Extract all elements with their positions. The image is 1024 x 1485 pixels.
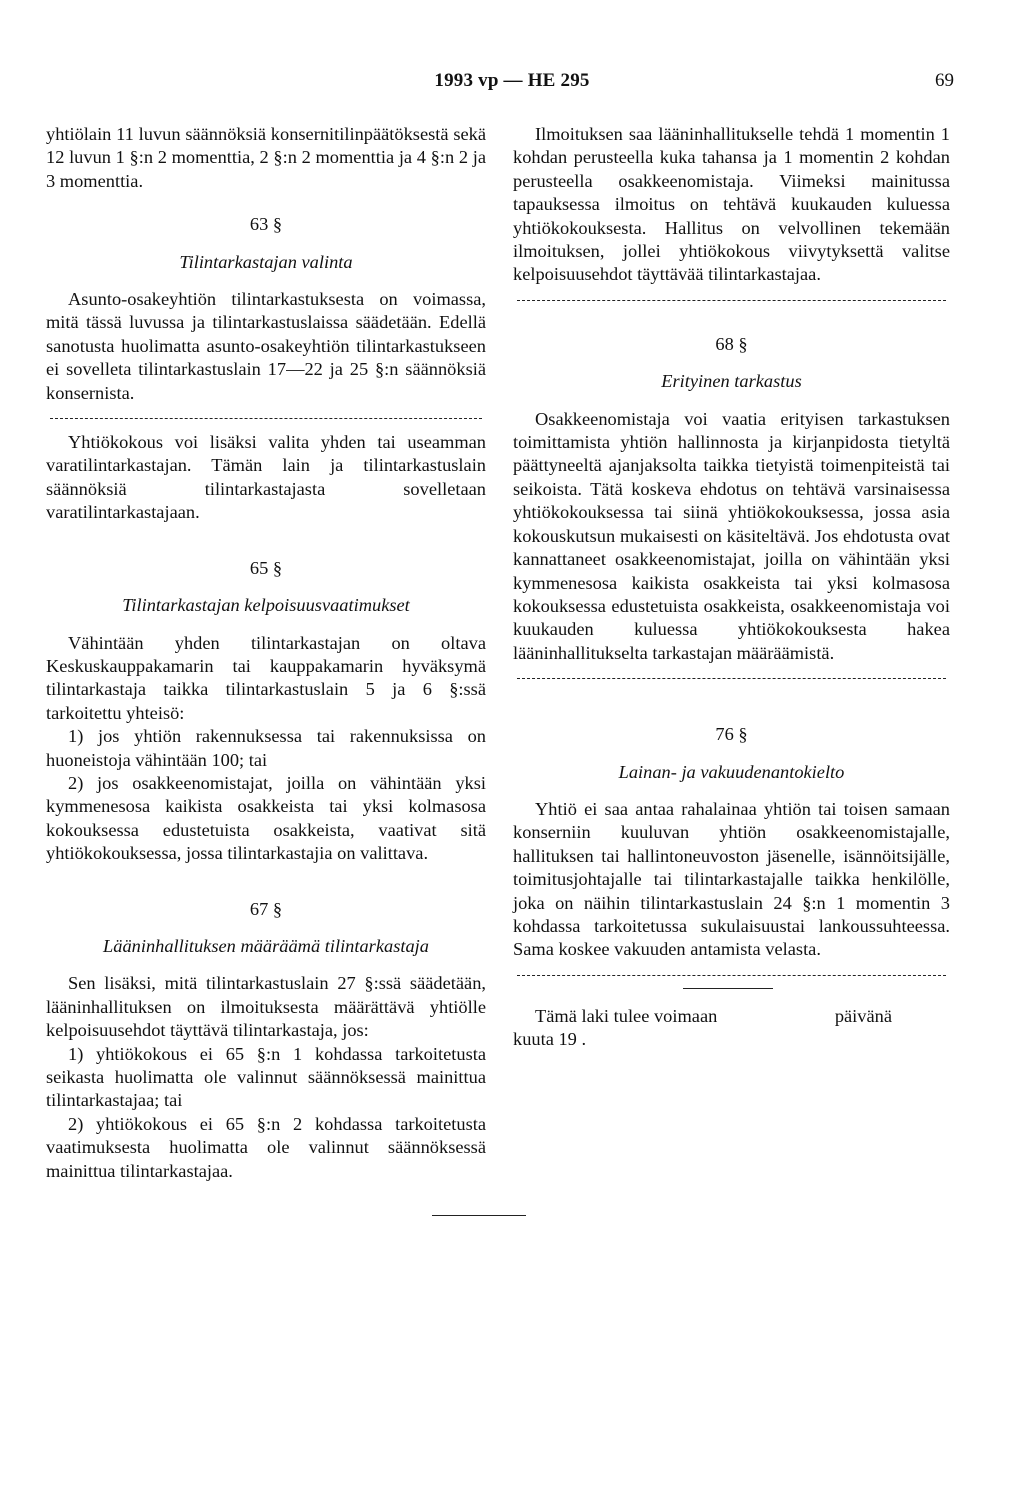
section-67-paragraph-1: Sen lisäksi, mitä tilintarkastuslain 27 §:ssä säädetään, lääninhallituksen on ilmoituksesta määrättävä yhtiölle kelpoisuusehdot täyttävä tilintarkastaja, jos: [46, 973, 486, 1041]
section-63-paragraph-1: Asunto-osakeyhtiön tilintarkastuksesta on voimassa, mitä tässä luvussa ja tilintarkastuslaissa säädetään. Edellä sanotusta huolimatta asunto-osakeyhtiön tilintarkastukseen ei sovelleta tilintarkastuslain 17—22 ja 25 §:n säännöksiä konsernista. [46, 289, 486, 403]
section-65-paragraph-1: Vähintään yhden tilintarkastajan on oltava Keskuskauppakamarin tai kauppakamarin hyväksymä tilintarkastaja taikka tilintarkastuslain 5 ja 6 §:ssä tarkoitettu yhteisö: [46, 632, 486, 723]
end-rule [432, 1215, 526, 1216]
entry-into-force-text: Tämä laki tulee voimaan [535, 1005, 718, 1026]
closing-rule [683, 988, 773, 989]
section-65-item-1: 1) jos yhtiön rakennuksessa tai rakennuksissa on huoneistoja vähintään 100; tai [46, 726, 486, 770]
section-title-76: Lainan- ja vakuudenantokielto [618, 761, 845, 782]
left-column [46, 123, 486, 1183]
page-header [0, 70, 1024, 96]
page-number: 69 [935, 70, 954, 91]
section-number-67: 67 § [249, 898, 283, 919]
section-number-63: 63 § [249, 214, 283, 235]
section-63-paragraph-2: Yhtiökokous voi lisäksi valita yhden tai useamman varatilintarkastajan. Tämän lain ja tilintarkastuslain säännöksiä tilintarkastajasta sovelletaan varatilintarkastajaan. [46, 432, 486, 523]
section-65-item-2: 2) jos osakkeenomistajat, joilla on vähintään yksi kymmenesosa kaikista osakkeista tai yksi kolmasosa kokouksessa edustetuista osakkeista, vaativat sitä yhtiökokouksessa, jossa tilintarkastajia on valittava. [46, 772, 486, 864]
omission-separator [517, 678, 946, 680]
entry-into-force-line [513, 1005, 950, 1028]
section-number-65: 65 § [249, 557, 283, 578]
omission-separator [517, 300, 946, 302]
section-title-67: Lääninhallituksen määräämä tilintarkastaja [103, 935, 429, 956]
section-67-item-2: 2) yhtiökokous ei 65 §:n 2 kohdassa tarkoitetusta vaatimuksesta huolimatta ole valinnut säännöksessä mainittua tilintarkastajaa. [46, 1113, 486, 1181]
section-68-paragraph-1: Osakkeenomistaja voi vaatia erityisen tarkastuksen toimittamista yhtiön hallinnosta ja kirjanpidosta tietyltä päättyneeltä ajanjaksolta taikka tietyistä toimenpiteistä tai seikoista. Tätä koskeva ehdotus on tehtävä varsinaisessa yhtiökokouksessa tai siinä yhtiökokouksessa, jossa asia kokouskutsun mukaisesti on käsiteltävä. Jos ehdotusta ovat kannattaneet osakkeenomistajat, joilla on vähintään yksi kymmenesosa kaikista osakkeista tai yksi kolmasosa kokouksessa edustetuista osakkeista, osakkeenomistaja voi kuukauden kuluessa yhtiökokouksesta hakea lääninhallitukselta tarkastajan määräämistä. [513, 408, 950, 663]
omission-separator [50, 418, 482, 420]
section-title-63: Tilintarkastajan valinta [179, 251, 353, 272]
intro-paragraph: yhtiölain 11 luvun säännöksiä konsernitilinpäätöksestä sekä 12 luvun 1 §:n 2 momenttia, 2 §:n 2 momenttia ja 4 §:n 2 ja 3 momenttia. [46, 124, 486, 191]
section-number-68: 68 § [715, 333, 748, 354]
section-title-68: Erityinen tarkastus [661, 371, 802, 392]
section-title-65: Tilintarkastajan kelpoisuusvaatimukset [122, 595, 410, 616]
entry-into-force-month: kuuta 19 . [513, 1029, 587, 1050]
section-67-item-1: 1) yhtiökokous ei 65 §:n 1 kohdassa tarkoitetusta seikasta huolimatta ole valinnut säännöksessä mainittua tilintarkastajaa; tai [46, 1043, 486, 1111]
section-76-paragraph-1: Yhtiö ei saa antaa rahalainaa yhtiön tai toisen samaan konserniin kuuluvan yhtiön osakkeenomistajalle, hallituksen tai hallintoneuvoston jäsenelle, isännöitsijälle, toimitusjohtajalle tai tilintarkastajalle taikka henkilölle, joka on näihin tilintarkastuslain 24 §:n 1 momentin 3 kohdassa tarkoitetussa sukulaisuustai lankoussuhteessa. Sama koskee vakuuden antamista velasta. [513, 798, 950, 960]
right-column [513, 123, 950, 1052]
notification-paragraph: Ilmoituksen saa lääninhallitukselle tehdä 1 momentin 1 kohdan perusteella kuka tahansa ja 1 momentin 2 kohdan perusteella osakkeenomistaja. Viimeksi mainitussa tapauksessa ilmoitus on tehtävä kuukauden kuluessa yhtiökokouksesta. Hallitus on velvollinen tekemään ilmoituksen, jollei yhtiökokous viivytyksettä valitse kelpoisuusehdot täyttävää tilintarkastajaa. [513, 124, 950, 285]
omission-separator [517, 975, 946, 977]
document-reference: 1993 vp — HE 295 [434, 70, 590, 91]
section-number-76: 76 § [715, 724, 748, 745]
entry-into-force-day: päivänä [834, 1005, 892, 1026]
